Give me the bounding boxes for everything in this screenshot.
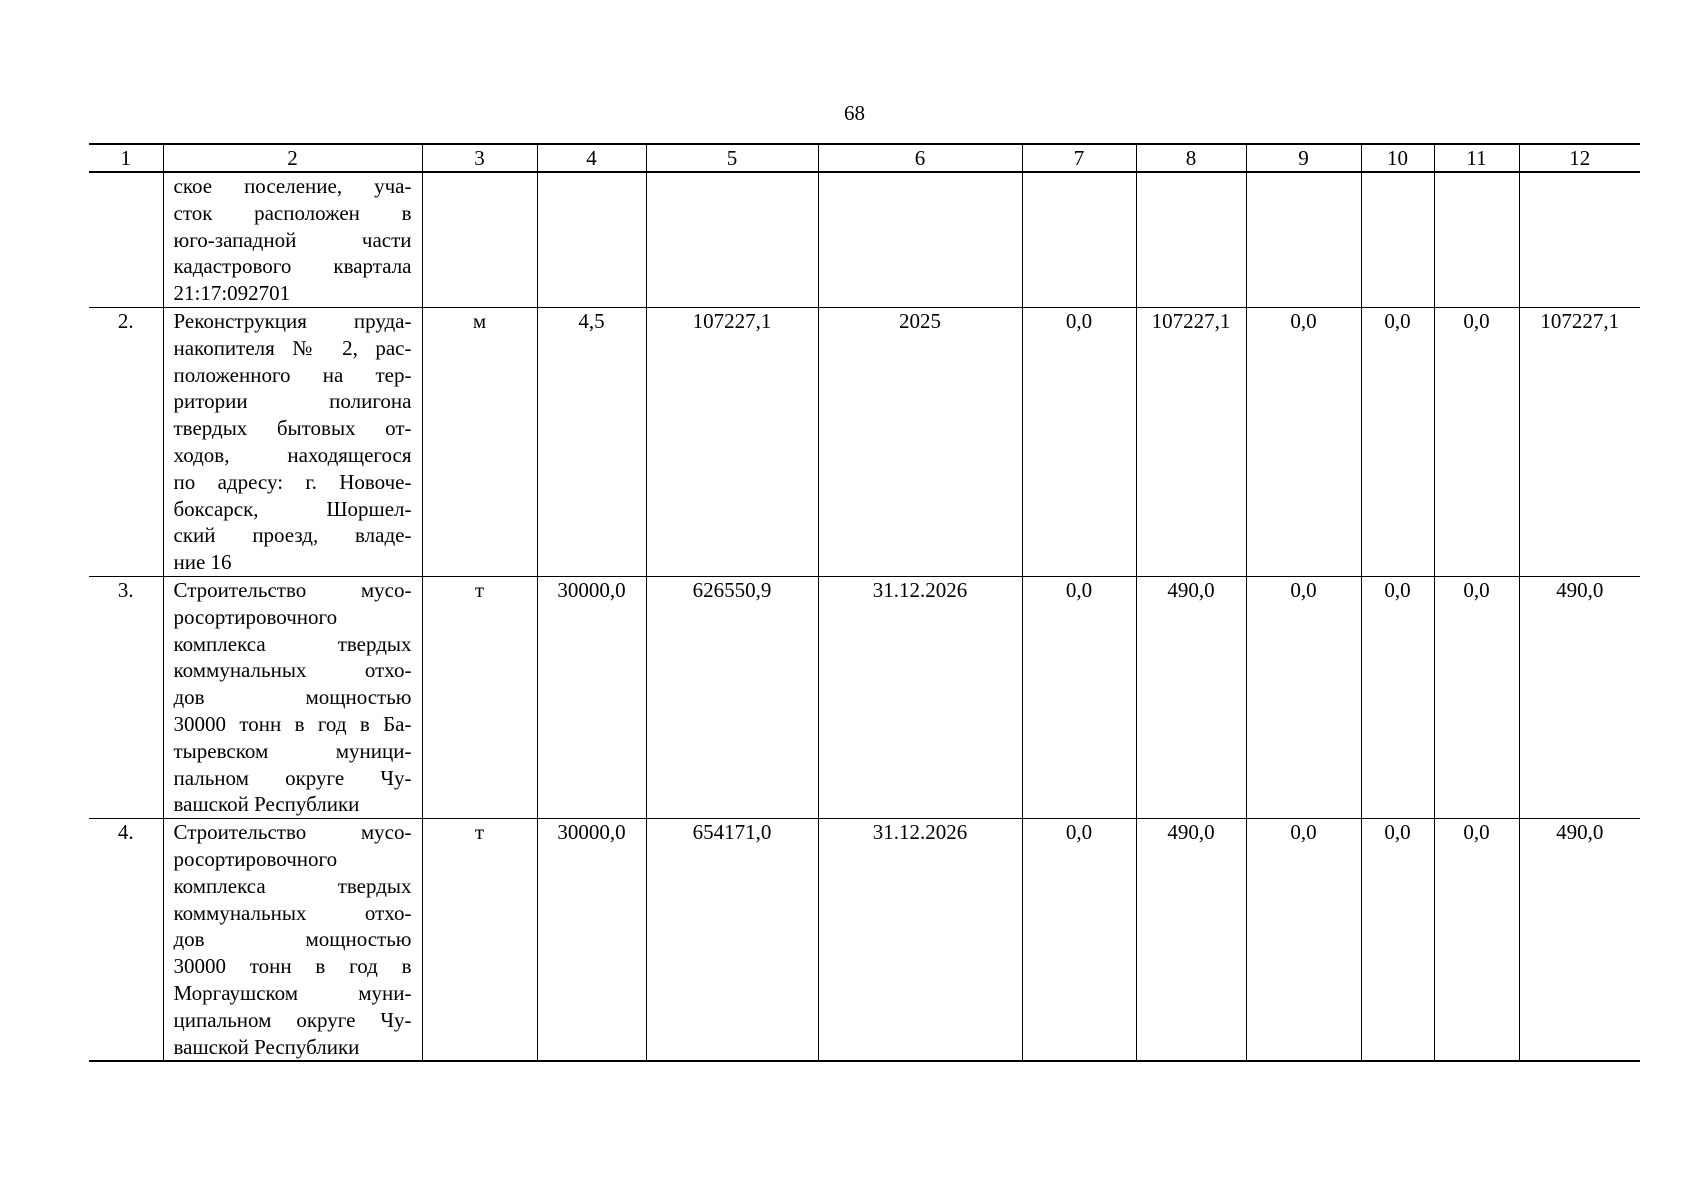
value-cell (1022, 172, 1136, 307)
table-row (89, 307, 1640, 576)
capacity-cell (537, 172, 646, 307)
column-header: 10 (1361, 144, 1434, 172)
cost-cell: 107227,1 (646, 307, 818, 576)
description-line: накопителя № 2, рас- (173, 335, 412, 360)
value-cell (1434, 172, 1519, 307)
description-line: 21:17:092701 (173, 281, 291, 306)
table-row (89, 819, 1640, 1062)
value-cell: 490,0 (1136, 819, 1246, 1062)
unit-cell: м (422, 307, 537, 576)
description-line: ритории полигона (173, 389, 412, 414)
column-header: 6 (818, 144, 1022, 172)
description-line: дов мощностью (173, 685, 412, 710)
description-line: юго-западной части (173, 227, 412, 252)
value-cell: 0,0 (1246, 819, 1361, 1062)
value-cell: 0,0 (1246, 307, 1361, 576)
description-line: ние 16 (173, 550, 232, 575)
value-cell: 0,0 (1361, 819, 1434, 1062)
description-line: ское поселение, уча- (173, 174, 412, 198)
description-line: ципальном округе Чу- (173, 1007, 412, 1032)
description-line: по адресу: г. Новоче- (173, 469, 412, 494)
row-description (163, 172, 422, 307)
description-line: вашской Республики (173, 1034, 360, 1059)
row-description (163, 307, 422, 576)
cost-cell (646, 172, 818, 307)
row-description (163, 819, 422, 1062)
row-description (163, 576, 422, 818)
description-line: сток расположен в (173, 200, 412, 225)
value-cell: 0,0 (1246, 576, 1361, 818)
column-header: 3 (422, 144, 537, 172)
capacity-cell: 4,5 (537, 307, 646, 576)
capacity-cell: 30000,0 (537, 819, 646, 1062)
value-cell: 0,0 (1361, 576, 1434, 818)
value-cell (1246, 172, 1361, 307)
description-line: положенного на тер- (173, 362, 412, 387)
column-header: 5 (646, 144, 818, 172)
description-line: вашской Республики (173, 792, 360, 817)
description-line: 30000 тонн в год в (173, 954, 412, 979)
deadline-cell: 31.12.2026 (818, 576, 1022, 818)
value-cell: 107227,1 (1519, 307, 1640, 576)
column-header: 12 (1519, 144, 1640, 172)
value-cell (1361, 172, 1434, 307)
row-number: 3. (89, 576, 163, 818)
unit-cell: т (422, 819, 537, 1062)
description-line: тыревском муници- (173, 738, 412, 763)
description-line: кадастрового квартала (173, 254, 412, 279)
description-line: комплекса твердых (173, 873, 412, 898)
row-number: 2. (89, 307, 163, 576)
description-line: Строительство мусо- (173, 577, 412, 602)
value-cell: 490,0 (1519, 576, 1640, 818)
unit-cell: т (422, 576, 537, 818)
description-line: Реконструкция пруда- (173, 308, 412, 333)
unit-cell (422, 172, 537, 307)
column-header: 2 (163, 144, 422, 172)
column-header: 9 (1246, 144, 1361, 172)
value-cell: 0,0 (1361, 307, 1434, 576)
description-line: ский проезд, владе- (173, 523, 412, 548)
description-line: коммунальных отхо- (173, 658, 412, 683)
column-header: 1 (89, 144, 163, 172)
value-cell: 490,0 (1136, 576, 1246, 818)
column-header: 7 (1022, 144, 1136, 172)
description-line: комплекса твердых (173, 631, 412, 656)
value-cell (1136, 172, 1246, 307)
cost-cell: 654171,0 (646, 819, 818, 1062)
data-table (89, 143, 1640, 1062)
description-line: росортировочного (173, 846, 338, 871)
value-cell: 0,0 (1022, 307, 1136, 576)
description-line: коммунальных отхо- (173, 900, 412, 925)
description-line: 30000 тонн в год в Ба- (173, 711, 412, 736)
table-row (89, 172, 1640, 307)
row-number: 4. (89, 819, 163, 1062)
column-header: 11 (1434, 144, 1519, 172)
page-number: 68 (844, 101, 865, 125)
deadline-cell (818, 172, 1022, 307)
table-body (89, 172, 1640, 1061)
value-cell: 0,0 (1434, 819, 1519, 1062)
description-line: росортировочного (173, 604, 338, 629)
column-header: 4 (537, 144, 646, 172)
description-line: ходов, находящегося (173, 442, 412, 467)
capacity-cell: 30000,0 (537, 576, 646, 818)
value-cell: 490,0 (1519, 819, 1640, 1062)
description-line: твердых бытовых от- (173, 416, 412, 441)
cost-cell: 626550,9 (646, 576, 818, 818)
description-line: дов мощностью (173, 927, 412, 952)
description-line: пальном округе Чу- (173, 765, 412, 790)
description-line: Строительство мусо- (173, 820, 412, 845)
row-number (89, 172, 163, 307)
header-row (89, 144, 1640, 172)
value-cell (1519, 172, 1640, 307)
value-cell: 0,0 (1434, 576, 1519, 818)
deadline-cell: 31.12.2026 (818, 819, 1022, 1062)
value-cell: 0,0 (1434, 307, 1519, 576)
description-line: боксарск, Шоршел- (173, 496, 412, 521)
deadline-cell: 2025 (818, 307, 1022, 576)
description-line: Моргаушском муни- (173, 980, 412, 1005)
table-row (89, 576, 1640, 818)
column-header: 8 (1136, 144, 1246, 172)
value-cell: 0,0 (1022, 819, 1136, 1062)
value-cell: 107227,1 (1136, 307, 1246, 576)
value-cell: 0,0 (1022, 576, 1136, 818)
